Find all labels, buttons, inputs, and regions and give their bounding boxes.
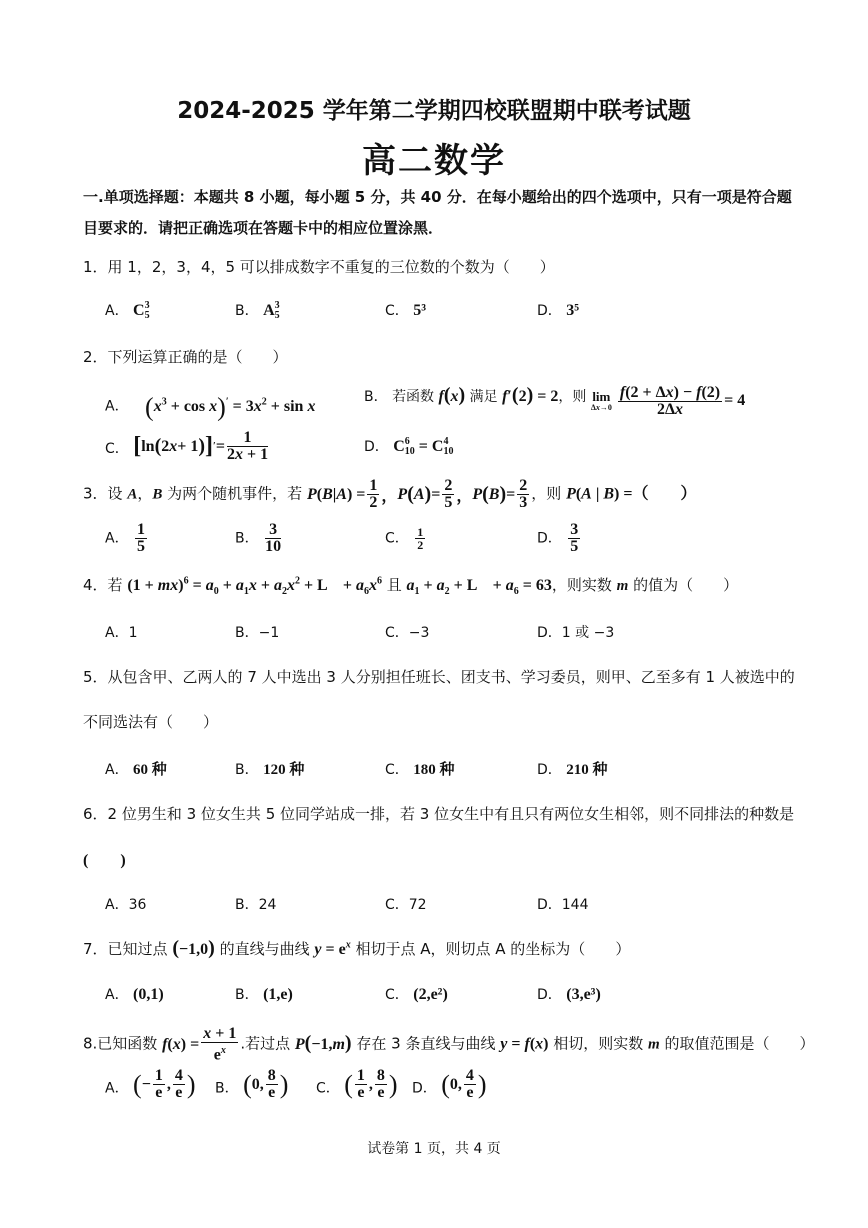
q5-option-d	[537, 758, 608, 779]
q2-b-fx: f(x)	[438, 384, 466, 406]
q2-b-label: B．	[364, 389, 388, 405]
q7-stem-mid: 的直线与曲线	[219, 940, 310, 958]
q7-c-label: C．	[385, 987, 409, 1003]
q3-b-label: B．	[235, 530, 259, 547]
q7-stem-mid2: 相切于点 A，则切点 A 的坐标为（ ）	[355, 940, 631, 958]
q8-option-a	[105, 1068, 196, 1101]
q8-option-c	[316, 1068, 398, 1101]
q8-a-value: ( − $\frac{1}{e}$ , $\frac{4}{e}$ )	[133, 1067, 196, 1101]
q2-c-formula: [ ln ( 2 x + 1 ) ] ′ = $\frac{1}{2x + 1}$	[133, 429, 269, 463]
q2-b-text1: 若函数	[392, 389, 435, 405]
q7-option-d	[537, 984, 601, 1004]
q3-stem: 3．设 A，B 为两个随机事件，若 P ( B | A ) = $\frac{1}{2}$ ， P ( A ) = $\frac{2}{5}$ ， P ( B ) = $\frac{2}{3}$ ，则 P(A | B) =（ ）	[83, 477, 697, 511]
q3-d-label: D．	[537, 530, 562, 547]
q1-b-formula: A 3 5	[263, 300, 280, 322]
q4-stem-and: 且	[386, 576, 402, 594]
q2-b-limit: lim Δx→0 $\frac{f(2 + \Delta x) - f(2)}{2\Delta x}$ = 4	[590, 383, 746, 418]
q4-stem-tail: 的值为（ ）	[633, 576, 739, 594]
q1-c-label: C．	[385, 303, 409, 319]
q5-c-label: C．	[385, 762, 409, 778]
q7-stem	[83, 937, 630, 960]
q6-stem-line1: 6．2 位男生和 3 位女生共 5 位同学站成一排，若 3 位女生中有且只有两位女生相邻，则不同排法的种数是	[83, 805, 795, 823]
q1-b-label: B．	[235, 303, 259, 319]
q4-stem	[83, 572, 738, 597]
q1-option-c	[385, 300, 426, 320]
q3-target: P(A | B) =（ ）	[566, 485, 697, 503]
q8-stem-prefix: 8.已知函数	[83, 1034, 158, 1053]
q2-c-label: C．	[105, 441, 129, 457]
q5-option-c	[385, 758, 455, 779]
q5-option-b	[235, 758, 304, 779]
q8-point: P(−1,m)	[294, 1031, 352, 1054]
section-intro-line1: 一.单项选择题：本题共 8 小题，每小题 5 分，共 40 分．在每小题给出的四个选项中，只有一项是符合题	[83, 188, 792, 206]
q7-d-value: (3,e³)	[566, 986, 601, 1003]
q1-a-label: A．	[105, 303, 129, 319]
q5-stem-line2: 不同选法有（ ）	[83, 713, 219, 731]
q6-option-b: B．24	[235, 897, 277, 913]
q7-curve: $y = e^x$	[314, 939, 351, 958]
q3-option-d	[537, 522, 582, 555]
q8-stem-mid3: 相切，则实数	[553, 1034, 644, 1053]
q4-sum: $a_1 + a_2 + L$ + $a_6 = 63$	[406, 577, 552, 598]
q7-d-label: D．	[537, 987, 562, 1003]
q7-b-label: B．	[235, 987, 259, 1003]
q4-stem-prefix: 4．若	[83, 576, 123, 594]
q7-option-c	[385, 984, 448, 1004]
q8-stem-mid: .若过点	[240, 1034, 291, 1053]
section-intro-line2: 目要求的．请把正确选项在答题卡中的相应位置涂黑．	[83, 219, 444, 237]
q2-b-text3: ，则	[558, 389, 587, 405]
q1-option-d	[537, 300, 579, 320]
q4-option-a: A．1	[105, 625, 138, 641]
q3-conditions: P ( B | A ) = $\frac{1}{2}$ ， P ( A ) = $\frac{2}{5}$ ， P ( B ) = $\frac{2}{3}$	[306, 477, 528, 511]
q8-option-d	[412, 1068, 487, 1101]
q3-option-b	[235, 522, 283, 555]
q4-stem-end: ，则实数	[551, 576, 612, 594]
q1-d-label: D．	[537, 303, 562, 319]
q3-stem-mid: 为两个随机事件，若	[167, 484, 303, 503]
q8-b-label: B．	[215, 1080, 239, 1097]
q8-stem	[83, 1026, 815, 1063]
subject-title: 高二数学	[362, 141, 506, 181]
q8-a-label: A．	[105, 1080, 129, 1097]
q1-c-formula: 5³	[413, 302, 427, 319]
q1-a-formula: C 3 5	[133, 300, 150, 322]
q3-events: A	[127, 486, 138, 503]
q4-variable: m	[616, 578, 629, 594]
q2-d-label: D．	[364, 439, 389, 455]
q5-b-label: B．	[235, 762, 259, 778]
q5-option-a	[105, 758, 167, 779]
q8-stem-tail: 的取值范围是（ ）	[664, 1034, 815, 1053]
q2-a-label: A．	[105, 398, 129, 415]
q2-b-text2: 满足	[469, 389, 498, 405]
q3-stem-end: ，则	[531, 484, 562, 503]
q3-b-value: $\frac{3}{10}$	[265, 521, 282, 555]
q5-stem-line1: 5．从包含甲、乙两人的 7 人中选出 3 人分别担任班长、团支书、学习委员，则甲、乙至多有 1 人被选中的	[83, 668, 795, 686]
exam-title: 2024-2025 学年第二学期四校联盟期中联考试题	[177, 98, 691, 124]
q3-c-value: $\frac{1}{2}$	[417, 525, 424, 552]
q7-option-b	[235, 984, 293, 1004]
q1-stem: 1．用 1，2，3，4，5 可以排成数字不重复的三位数的个数为（ ）	[83, 258, 555, 276]
q4-option-c: C．−3	[385, 625, 430, 641]
q3-a-label: A．	[105, 530, 129, 547]
q7-b-value: (1,e)	[263, 986, 293, 1003]
q3-d-value: $\frac{3}{5}$	[570, 521, 579, 555]
q2-stem: 2．下列运算正确的是（ ）	[83, 348, 288, 366]
q2-d-formula: C 6 10 = C 4 10	[393, 436, 454, 458]
q1-option-a	[105, 300, 150, 321]
q6-stem-line2: ( )	[83, 852, 126, 869]
q7-c-value: (2,e²)	[413, 986, 448, 1003]
q4-option-b: B．−1	[235, 625, 280, 641]
q5-a-label: A．	[105, 762, 129, 778]
q3-option-a	[105, 522, 149, 555]
q3-option-c	[385, 526, 427, 551]
q2-b-derivative: f′(2) = 2	[502, 384, 559, 406]
q8-d-value: ( 0, $\frac{4}{e}$ )	[441, 1067, 487, 1101]
q5-a-value: 60 种	[133, 762, 167, 778]
q6-option-c: C．72	[385, 897, 427, 913]
q7-point: (−1,0)	[172, 937, 215, 959]
q8-b-value: ( 0, $\frac{8}{e}$ )	[243, 1067, 289, 1101]
q7-a-label: A．	[105, 987, 129, 1003]
q6-option-d: D．144	[537, 897, 589, 913]
q3-a-value: $\frac{1}{5}$	[137, 521, 146, 555]
q1-d-formula: 3⁵	[566, 302, 580, 319]
q2-option-a	[105, 392, 315, 422]
q5-d-value: 210 种	[566, 762, 608, 778]
q5-b-value: 120 种	[263, 762, 305, 778]
q8-variable: m	[648, 1036, 660, 1053]
q7-a-value: (0,1)	[133, 986, 164, 1003]
q8-c-label: C．	[316, 1080, 340, 1097]
q8-c-value: ( $\frac{1}{e}$ , $\frac{8}{e}$ )	[344, 1067, 398, 1101]
q8-curve: y = f(x)	[500, 1035, 549, 1053]
q8-stem-mid2: 存在 3 条直线与曲线	[356, 1034, 496, 1053]
q3-c-label: C．	[385, 530, 409, 547]
q2-option-b	[364, 384, 745, 418]
q2-option-d	[364, 436, 453, 457]
q8-option-b	[215, 1068, 288, 1101]
q7-stem-prefix: 7．已知过点	[83, 940, 168, 958]
q8-d-label: D．	[412, 1080, 437, 1097]
q8-function: f ( x ) = $\frac{x + 1}{e^x}$	[162, 1025, 237, 1064]
q2-a-formula: $(x^3 + \cos x)' = 3x^2 + \sin x$	[145, 392, 316, 421]
q4-expansion: $(1 + mx)^6 = a_0 + a_1x + a_2x^2 + L$ + $a_6x^6$	[127, 575, 382, 598]
q5-d-label: D．	[537, 762, 562, 778]
page-footer: 试卷第 1 页，共 4 页	[367, 1141, 501, 1157]
q4-option-d: D．1 或 −3	[537, 625, 615, 641]
q2-option-c	[105, 430, 270, 463]
q3-stem-prefix: 3．设	[83, 484, 123, 503]
q7-option-a	[105, 984, 164, 1004]
q1-option-b	[235, 300, 280, 321]
q6-option-a: A．36	[105, 897, 147, 913]
q5-c-value: 180 种	[413, 762, 455, 778]
